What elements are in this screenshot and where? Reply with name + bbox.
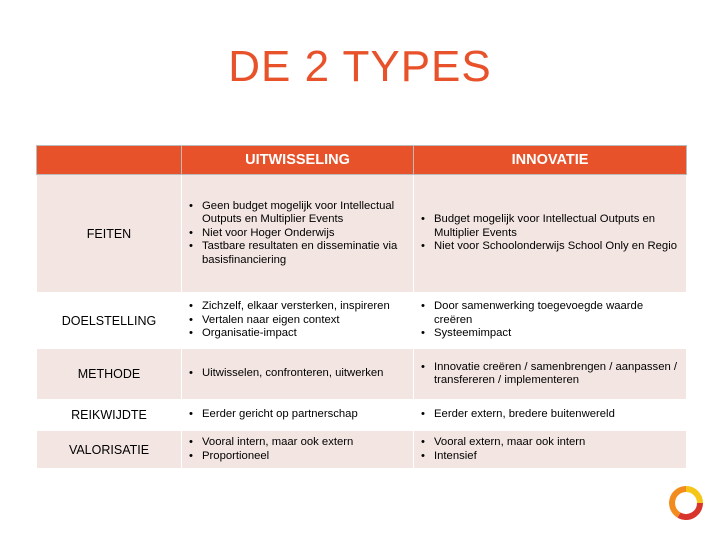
bullet-item: • Tastbare resultaten en disseminatie via basisfinanciering bbox=[202, 240, 409, 267]
bullet-item: • Eerder extern, bredere buitenwereld bbox=[434, 408, 682, 422]
bullet-item: • Vooral intern, maar ook extern bbox=[202, 436, 409, 450]
bullet-list bbox=[182, 200, 413, 268]
bullet-list bbox=[414, 361, 686, 388]
bullet-item: • Organisatie-impact bbox=[202, 327, 409, 341]
bullet-item: • Budget mogelijk voor Intellectual Outputs en Multiplier Events bbox=[434, 213, 682, 240]
table-header-row bbox=[37, 146, 687, 175]
comparison-table bbox=[36, 145, 687, 469]
table-row-reikwijdte bbox=[37, 400, 687, 431]
slide-title: DE 2 TYPES bbox=[228, 42, 492, 91]
bullet-item: • Innovatie creëren / samenbrengen / aanpassen / transfereren / implementeren bbox=[434, 361, 682, 388]
bullet-list bbox=[414, 213, 686, 254]
bullet-item: • Niet voor Schoolonderwijs School Only en Regio bbox=[434, 240, 682, 254]
innovatie-cell bbox=[414, 400, 687, 431]
header-innovatie: INNOVATIE bbox=[414, 146, 687, 175]
uitwisseling-cell bbox=[182, 175, 414, 293]
bullet-item: • Zichzelf, elkaar versterken, inspireren bbox=[202, 300, 409, 314]
table-row-valorisatie bbox=[37, 431, 687, 469]
bullet-item: • Eerder gericht op partnerschap bbox=[202, 408, 409, 422]
bullet-list bbox=[182, 436, 413, 463]
row-label: METHODE bbox=[37, 349, 182, 400]
bullet-list bbox=[182, 367, 413, 381]
bullet-item: • Proportioneel bbox=[202, 450, 409, 464]
header-empty bbox=[37, 146, 182, 175]
uitwisseling-cell bbox=[182, 349, 414, 400]
ring-logo-icon bbox=[669, 486, 703, 520]
innovatie-cell bbox=[414, 431, 687, 469]
bullet-item: • Door samenwerking toegevoegde waarde creëren bbox=[434, 300, 682, 327]
uitwisseling-cell bbox=[182, 400, 414, 431]
bullet-list bbox=[414, 408, 686, 422]
row-label: VALORISATIE bbox=[37, 431, 182, 469]
innovatie-cell bbox=[414, 175, 687, 293]
header-uitwisseling: UITWISSELING bbox=[182, 146, 414, 175]
bullet-item: • Systeemimpact bbox=[434, 327, 682, 341]
innovatie-cell bbox=[414, 293, 687, 349]
bullet-item: • Geen budget mogelijk voor Intellectual Outputs en Multiplier Events bbox=[202, 200, 409, 227]
table-row-feiten bbox=[37, 175, 687, 293]
bullet-item: • Vertalen naar eigen context bbox=[202, 314, 409, 328]
bullet-list bbox=[414, 436, 686, 463]
bullet-item: • Niet voor Hoger Onderwijs bbox=[202, 227, 409, 241]
row-label: FEITEN bbox=[37, 175, 182, 293]
row-label: DOELSTELLING bbox=[37, 293, 182, 349]
uitwisseling-cell bbox=[182, 431, 414, 469]
bullet-item: • Intensief bbox=[434, 450, 682, 464]
bullet-list bbox=[182, 300, 413, 341]
innovatie-cell bbox=[414, 349, 687, 400]
table-row-methode bbox=[37, 349, 687, 400]
bullet-item: • Vooral extern, maar ook intern bbox=[434, 436, 682, 450]
uitwisseling-cell bbox=[182, 293, 414, 349]
bullet-list bbox=[182, 408, 413, 422]
row-label: REIKWIJDTE bbox=[37, 400, 182, 431]
table-row-doelstelling bbox=[37, 293, 687, 349]
bullet-list bbox=[414, 300, 686, 341]
bullet-item: • Uitwisselen, confronteren, uitwerken bbox=[202, 367, 409, 381]
